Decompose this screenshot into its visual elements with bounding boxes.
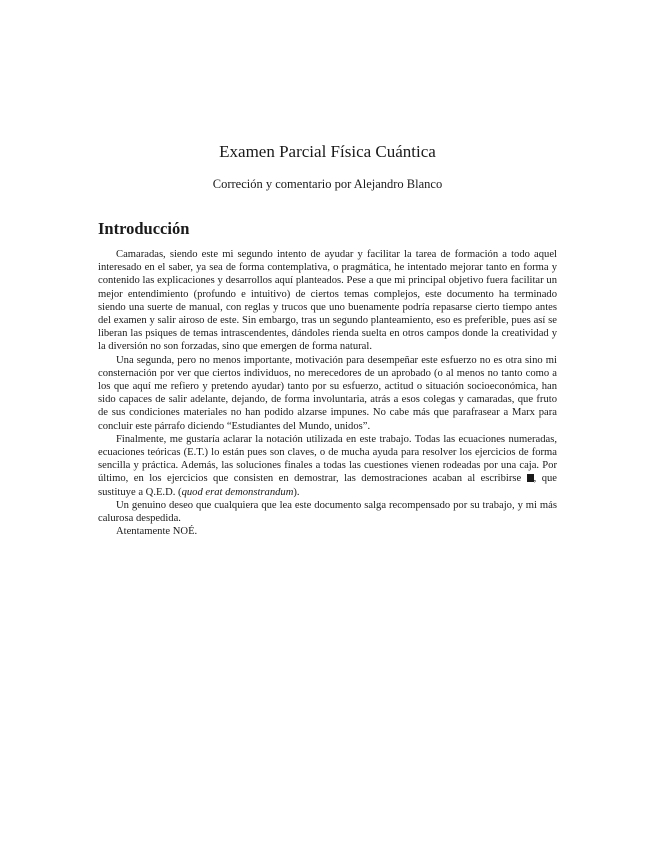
- paragraph-2: Una segunda, pero no menos importante, motivación para desempeñar este esfuerzo no es otra sino mi consternación por ver que ciertos individuos, no merecedores de un aprobado (o al menos no tanto como a los que aquí me refiero y pretendo ayudar) tanto por su esfuerzo, actitud o situación socioeconómica, han sido capaces de salir adelante, dejando, de forma involuntaria, atrás a esos colegas y camaradas, que fruto de sus condiciones materiales no han podido alzarse impunes. No cabe más que parafrasear a Marx para concluir este párrafo diciendo “Estudiantes del Mundo, unidos”.: [98, 354, 557, 432]
- paragraph-3-text-middle: , que sustituye a Q.E.D. (: [98, 473, 558, 498]
- paragraph-3-italic: quod erat demonstrandum: [181, 486, 294, 498]
- document-subtitle: Correción y comentario por Alejandro Blanco: [212, 177, 443, 191]
- document-title: Examen Parcial Física Cuántica: [219, 142, 436, 161]
- qed-square-icon: [527, 474, 534, 482]
- paragraph-3-text-after: ).: [293, 486, 300, 498]
- document-body: [98, 248, 557, 538]
- paragraph-3-text-before: Finalmente, me gustaría aclarar la notación utilizada en este trabajo. Todas las ecuaciones numeradas, ecuaciones teóricas (E.T.) lo están pues son claves, o de mucha ayuda para resolver los ejercicios de forma sencilla y práctica. Además, las soluciones finales a todas las cuestiones vienen rodeadas por una caja. Por último, en los ejercicios que consisten en demostrar, las demostraciones acaban al escribirse: [98, 433, 557, 485]
- section-heading: Introducción: [98, 219, 190, 238]
- paragraph-3: [98, 433, 557, 499]
- paragraph-4: Un genuino deseo que cualquiera que lea este documento salga recompensado por su trabajo, y mi más calurosa despedida.: [98, 499, 557, 525]
- paragraph-5: Atentamente NOÉ.: [116, 526, 198, 538]
- paragraph-1: Camaradas, siendo este mi segundo intento de ayudar y facilitar la tarea de formación a todo aquel interesado en el saber, ya sea de forma contemplativa, o pragmática, he intentado mejorar tanto en forma y contenido las explicaciones y desarrollos aquí planteados. Pese a que mi principal objetivo fuera facilitar un mejor entendimiento (profundo e intuitivo) de ciertos temas complejos, este documento ha terminado siendo una suerte de manual, con reglas y trucos que uno buenamente podría repasarse cierto tiempo antes del examen y salir airoso de este. Sin embargo, tras un segundo planteamiento, eso es preferible, pues así se liberan las psiques de temas intrascendentes, dándoles rienda suelta en otros campos donde la creatividad y la diversión no son forzadas, sino que emergen de forma natural.: [98, 249, 557, 353]
